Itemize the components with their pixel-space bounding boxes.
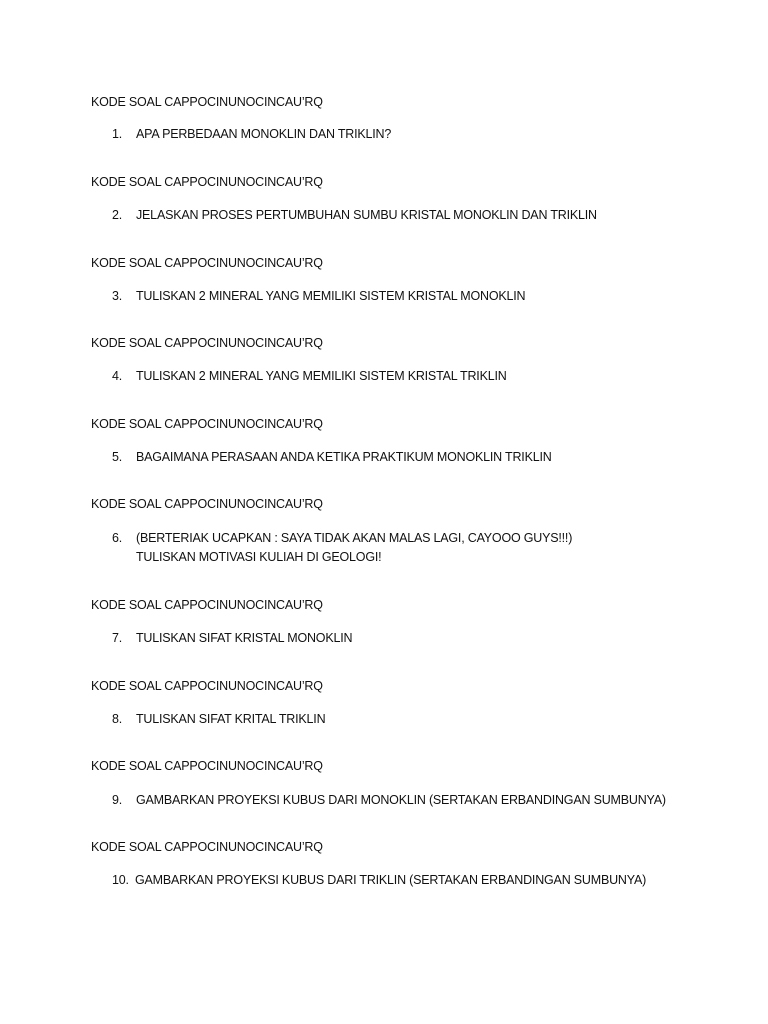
question-text: (BERTERIAK UCAPKAN : SAYA TIDAK AKAN MALAS LAGI, CAYOOO GUYS!!!) — [136, 531, 573, 545]
question-number: 6. — [112, 531, 123, 545]
question-number: 10. — [112, 873, 129, 887]
question-text: APA PERBEDAAN MONOKLIN DAN TRIKLIN? — [136, 127, 392, 141]
question-text: JELASKAN PROSES PERTUMBUHAN SUMBU KRISTAL MONOKLIN DAN TRIKLIN — [136, 208, 597, 222]
question-item — [112, 367, 507, 386]
question-code-header: KODE SOAL CAPPOCINUNOCINCAU’RQ — [91, 598, 323, 612]
question-number: 9. — [112, 793, 123, 807]
question-item — [112, 125, 391, 144]
question-text: TULISKAN SIFAT KRITAL TRIKLIN — [136, 712, 326, 726]
question-text: GAMBARKAN PROYEKSI KUBUS DARI MONOKLIN (SERTAKAN ERBANDINGAN SUMBUNYA) — [136, 793, 666, 807]
question-text: GAMBARKAN PROYEKSI KUBUS DARI TRIKLIN (SERTAKAN ERBANDINGAN SUMBUNYA) — [135, 873, 647, 887]
question-item — [112, 287, 525, 306]
question-item — [112, 791, 666, 810]
question-item — [112, 710, 325, 729]
question-code-header: KODE SOAL CAPPOCINUNOCINCAU’RQ — [91, 336, 323, 350]
question-item — [112, 871, 646, 890]
question-number: 8. — [112, 712, 123, 726]
question-code-header: KODE SOAL CAPPOCINUNOCINCAU’RQ — [91, 95, 323, 109]
question-number: 3. — [112, 289, 123, 303]
question-number: 4. — [112, 369, 123, 383]
question-code-header: KODE SOAL CAPPOCINUNOCINCAU’RQ — [91, 840, 323, 854]
question-item — [112, 448, 552, 467]
question-number: 5. — [112, 450, 123, 464]
question-text: TULISKAN MOTIVASI KULIAH DI GEOLOGI! — [136, 550, 382, 564]
question-text: BAGAIMANA PERASAAN ANDA KETIKA PRAKTIKUM MONOKLIN TRIKLIN — [136, 450, 552, 464]
question-item — [112, 529, 572, 567]
question-text: TULISKAN 2 MINERAL YANG MEMILIKI SISTEM KRISTAL MONOKLIN — [136, 289, 526, 303]
question-code-header: KODE SOAL CAPPOCINUNOCINCAU’RQ — [91, 417, 323, 431]
question-code-header: KODE SOAL CAPPOCINUNOCINCAU’RQ — [91, 497, 323, 511]
question-text: TULISKAN 2 MINERAL YANG MEMILIKI SISTEM KRISTAL TRIKLIN — [136, 369, 507, 383]
question-text: TULISKAN SIFAT KRISTAL MONOKLIN — [136, 631, 353, 645]
question-number: 1. — [112, 127, 123, 141]
question-item — [112, 629, 352, 648]
question-number: 7. — [112, 631, 123, 645]
question-code-header: KODE SOAL CAPPOCINUNOCINCAU’RQ — [91, 256, 323, 270]
question-item — [112, 206, 597, 225]
question-code-header: KODE SOAL CAPPOCINUNOCINCAU’RQ — [91, 175, 323, 189]
question-code-header: KODE SOAL CAPPOCINUNOCINCAU’RQ — [91, 759, 323, 773]
question-number: 2. — [112, 208, 123, 222]
question-code-header: KODE SOAL CAPPOCINUNOCINCAU’RQ — [91, 679, 323, 693]
